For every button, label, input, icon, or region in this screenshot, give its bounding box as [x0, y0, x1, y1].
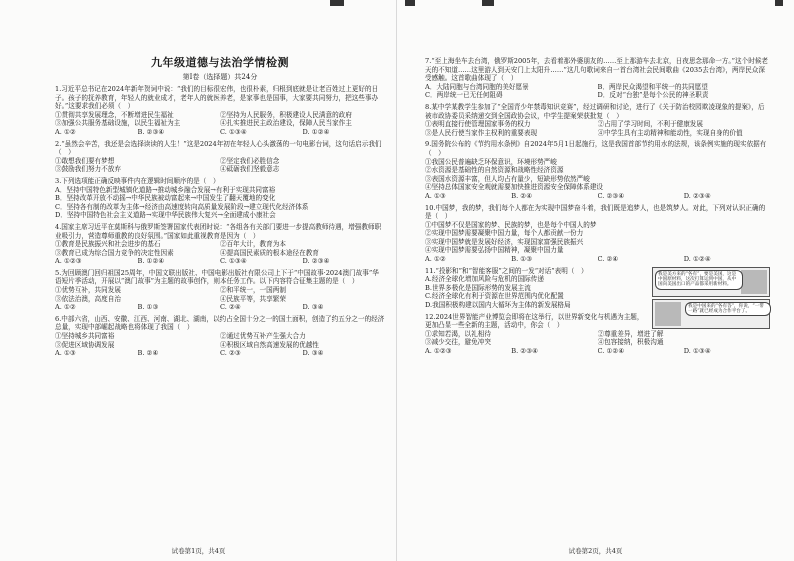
question-stem: 4.国家主席习近平在莫斯科与俄罗斯签署国家代表团时说：“各组各有关部门要进一步提高教师待遇，增强教师职业吸引力，营造尊师重教的良好氛围。”国家如此重视教育是因为（ ） [55, 222, 382, 240]
question-stem: 5.为回顾澳门回归祖国25周年，中国文联出版社、中国电影出版社有限公司上下于“中国故事·2024澳门故事”华语短片季活动，开展以“澳门故事”为主题的故事创作，则本任务工作。以下内容符合征集主题的是（ ） [55, 268, 379, 286]
answer-choices [425, 255, 770, 264]
option: ③鼓励我们努力不放弃 [55, 165, 121, 174]
answer-choice: D. ②③④ [302, 257, 330, 266]
option: ④砥砺我们坚毅意志 [220, 165, 280, 174]
question [55, 269, 385, 312]
option: ④民族平等，共享繁荣 [220, 294, 286, 303]
option: ①我国公民普遍缺乏环保意识，环境形势严峻 [425, 157, 557, 166]
question-stem: 2.“虽然会辛苦，我还是会选择读读的人生！”这是2024年初在年轻人心头激荡的一句电影台词，这句话启示我们（ ） [55, 139, 382, 157]
question-stem: 12.2024世界智能产业博览会即将在这举行，以世界新变化与机遇为主题，更加凸显一些全新的主题，活动中，你会（ ） [425, 312, 644, 330]
cartoon-panel-2 [652, 299, 770, 329]
question-stem: 6.中部六省，山西、安徽、江西、河南、湖北、湖南，以约占全国十分之一的国土面积，创造了约五分之一的经济总量，实现中部崛起战略也将体现了我国（ ） [55, 314, 385, 332]
answer-choice: C. ②④ [220, 303, 241, 312]
page-footer: 试卷第2页，共4页 [568, 547, 623, 555]
answer-choices [425, 192, 770, 201]
question [425, 204, 770, 264]
question [425, 266, 770, 315]
option: ④提高国民素质的根本途径在教育 [220, 248, 319, 257]
option: ④包容接纳，积极沟通 [597, 338, 664, 347]
option-row [55, 341, 385, 350]
option-row [425, 338, 770, 347]
answer-choice: C. ②③④ [597, 191, 625, 200]
option: ④积极区域自然高速发展的优越性 [220, 340, 319, 349]
answer-choices [55, 128, 385, 137]
answer-choice: D. ③④ [302, 349, 324, 358]
option: ③教育已成为综合国力竞争的决定性因素 [55, 248, 174, 257]
option-row [55, 286, 385, 295]
answer-choice: C. ②④ [597, 255, 619, 264]
answer-choice: C. ①②④ [597, 347, 625, 355]
question [55, 177, 385, 220]
option-row [55, 249, 385, 258]
answer-choice: A. ①② [55, 303, 76, 312]
option: ②坚定我们必胜信念 [220, 156, 280, 165]
option: ②坚持为人民服务，积极建设人民满意的政府 [220, 110, 352, 119]
answer-choice: B. ①③ [511, 255, 533, 264]
answer-choice: B. ①③ [137, 303, 159, 312]
answer-choice: C. ①③④ [220, 127, 247, 136]
option-row [55, 240, 385, 249]
option: D．坚持中国特色社会主义道路→实现中华民族伟大复兴→全面建成小康社会 [55, 211, 276, 220]
section-subtitle: 第Ⅰ卷（选择题）共24分 [182, 73, 258, 81]
answer-choices [55, 349, 385, 358]
option-row [55, 119, 385, 128]
option: D．反对“台独”是每个公民的神圣职责 [597, 91, 709, 100]
option: ①坚持城乡共同富裕 [55, 332, 115, 341]
answer-choice: A. ①② [425, 255, 446, 264]
answer-choice: A. ①②③ [55, 257, 82, 266]
answer-choice: B. ②③④ [511, 347, 539, 355]
option: ②和平统一，一国两制 [220, 286, 286, 295]
option: ④中学生具有主动精神和能动性，实现自身的价值 [597, 128, 743, 137]
option: B.世界多极化是国际形势的发展主流 [425, 283, 531, 292]
answer-choice: B. ②③④ [137, 127, 165, 136]
option: C．两岸统一已无任何阻碍 [425, 91, 503, 100]
option-row [55, 157, 385, 166]
cartoon-figure [652, 267, 770, 329]
option-row [425, 129, 770, 138]
option: ②通过优势互补产生强大合力 [220, 332, 306, 341]
option: B．两岸民众渴望和平统一的共同愿望 [597, 82, 708, 91]
option: C．坚持各有制的改革为主体→经济由高速度转向高质量发展阶段→建立现代化经济体系 [55, 202, 309, 211]
option: ①教育是民族振兴和社会进步的基石 [55, 240, 161, 249]
option: ③表国水资源丰富，但人均占有量少，短缺形势依然严峻 [425, 174, 590, 183]
answer-choice: D. ③④ [302, 303, 324, 312]
answer-choice: B. ②④ [137, 349, 159, 358]
page-title: 九年级道德与法治学情检测 [151, 56, 289, 69]
option-row [55, 332, 385, 341]
answer-choice: D. ①③④ [683, 347, 711, 355]
question [425, 57, 770, 100]
question [425, 103, 770, 137]
option: C.经济全球化有利于资源在世界范围内优化配置 [425, 292, 564, 301]
option-row [425, 91, 770, 100]
question [55, 140, 385, 174]
answer-choices [55, 303, 385, 312]
question [425, 140, 770, 200]
option-row [55, 295, 385, 304]
option: ③加强公共服务基础设施，以民生福祉为主 [55, 119, 181, 128]
answer-choice: C. ②③ [220, 349, 241, 358]
answer-choice: D. ②③④ [683, 191, 711, 200]
option-row [425, 83, 770, 92]
question [55, 315, 385, 358]
option: ③减少交往，避免冲突 [425, 338, 491, 347]
cartoon-character-image [741, 270, 767, 294]
option: ②占用了学习时间，不利于健康发展 [597, 120, 703, 129]
option: ①中国梦不仅是国家的梦、民族的梦，也是每个中国人的梦 [425, 220, 597, 229]
option: ④实现中国梦需要弘扬中国精神，凝聚中国力量 [425, 246, 564, 255]
option: ④扎实推进民主政治建设，保障人民当家作主 [220, 119, 352, 128]
option: ③促进区域协调发展 [55, 340, 115, 349]
answer-choice: B. ①②④ [137, 257, 165, 266]
question [55, 223, 385, 266]
speech-bubble-1: 我是美方来的“各有”，要是美国，这是中国原材料，这次打算运到中国，从中国向美国出口的产品都采用新材料。 [655, 270, 743, 290]
page-footer: 试卷第1页，共4页 [171, 547, 226, 555]
speech-bubble-2: 我是中国来的“各有答”，你说，“一带一路”就已经成为合作平台了。 [685, 302, 771, 317]
option: A.经济全球化增加风险与危机的国际传递 [425, 275, 544, 284]
option-row [425, 330, 770, 339]
answer-choice: A. ①③ [55, 349, 76, 358]
option-row [55, 111, 385, 120]
question-stem: 3.下列选项能正确反映事件内在逻辑时间顺序的是（ ） [55, 176, 220, 185]
option-row [425, 120, 770, 129]
option: ①敢想我们要有梦想 [55, 156, 115, 165]
answer-choice: A. ①③ [425, 191, 446, 200]
answer-choices [55, 257, 385, 266]
option: B．坚持改革开放不动摇→中华民族被动富起来→中国发生了翻天覆地的变化 [55, 194, 276, 203]
option: ④坚持总体国家安全观就需要加快推进资源安全保障体系建设 [425, 183, 604, 192]
option: ②百年大计，教育为本 [220, 240, 286, 249]
answer-choice: D. ①②④ [302, 127, 330, 136]
question-stem: 10.中国梦，我的梦，我们每个人都在为实现中国梦奋斗着，我们既是追梦人，也是筑梦人。对此，下列对认识正确的是（ ） [425, 203, 766, 221]
answer-choices [425, 347, 770, 356]
option-row [55, 165, 385, 174]
option: ③依法治澳，高度自治 [55, 294, 121, 303]
option: ①求知若渴，以礼相待 [425, 329, 491, 338]
option: ①贯彻共享发展理念，不断增进民生福祉 [55, 110, 174, 119]
option: D.我国积极构建以国内大循环为主体的新发展格局 [425, 301, 571, 310]
exam-page-2 [397, 0, 794, 561]
option: A．坚持中国特色新型城镇化道路→推动城乡融合发展→有利于实现共同富裕 [55, 185, 276, 194]
option: ③实现中国梦就是发展好经济，实现国家富强民族振兴 [425, 237, 584, 246]
option: ①优势互补，共同发展 [55, 286, 121, 295]
answer-choice: A. ①②③ [425, 347, 452, 355]
option: A．大陆同胞与台湾同胞的美好愿景 [425, 82, 529, 91]
question-stem: 7.“至上海坐车去台湾，俄罗斯2005年，去看着那外婆朋友的……至上那游车去北京，日夜思念那命一方。”这个时候老天的不知道……这里游人到天安门上太阳升……”这几句歌词来自一首台湾社会民间歌曲《2035去台湾》，两岸民众深受感触。这首歌曲体现了（ ） [425, 57, 769, 83]
question-stem: 8.某中学某教学生参加了“全国青少年禁毒知识竞赛”，经过调研和讨论，进行了《关于防治校园欺凌现象的提案》，后被市政协委员采纳递交到全国政协会议，中学生提案荣获批复（ ） [425, 102, 765, 120]
cartoon-panel-1 [652, 267, 770, 297]
answer-choice: B. ②④ [511, 191, 533, 200]
option: ②实现中国梦需要凝聚中国力量，每个人都贡献一份力 [425, 229, 584, 238]
answer-choice: C. ①③④ [220, 257, 247, 266]
cartoon-character-image [655, 302, 681, 326]
question-stem: 11.“投影和”和“智能客服”之间的一发“对话”表明（ ） [425, 266, 588, 275]
question-stem: 1.习近平总书记在2024年新年贺词中说：“我们的目标很宏伟，也很朴素，归根到底就是让老百姓过上更好的日子。孩子的抚养教育，年轻人的就业成才，老年人的就医养老，是家事也是国事，大家要共同努力，把这些事办好。”这要求我们必须（ ） [55, 85, 379, 111]
question-stem: 9.国务院公布的《节约用水条例》自2024年5月1日起施行，这是我国首部节约用水的法规，该条例实施的现实依据有（ ） [425, 140, 767, 157]
option: ①表明直接行使管理国家事务的权力 [425, 120, 531, 129]
question [55, 85, 385, 137]
option: ③是人民行使当家作主权利的重要表现 [425, 128, 538, 137]
option: ②尊重差异，增进了解 [597, 329, 664, 338]
option: ②水资源是基础性的自然资源和战略性经济资源 [425, 166, 564, 175]
answer-choice: D. ①②④ [683, 255, 711, 264]
answer-choice: A. ①② [55, 127, 76, 136]
